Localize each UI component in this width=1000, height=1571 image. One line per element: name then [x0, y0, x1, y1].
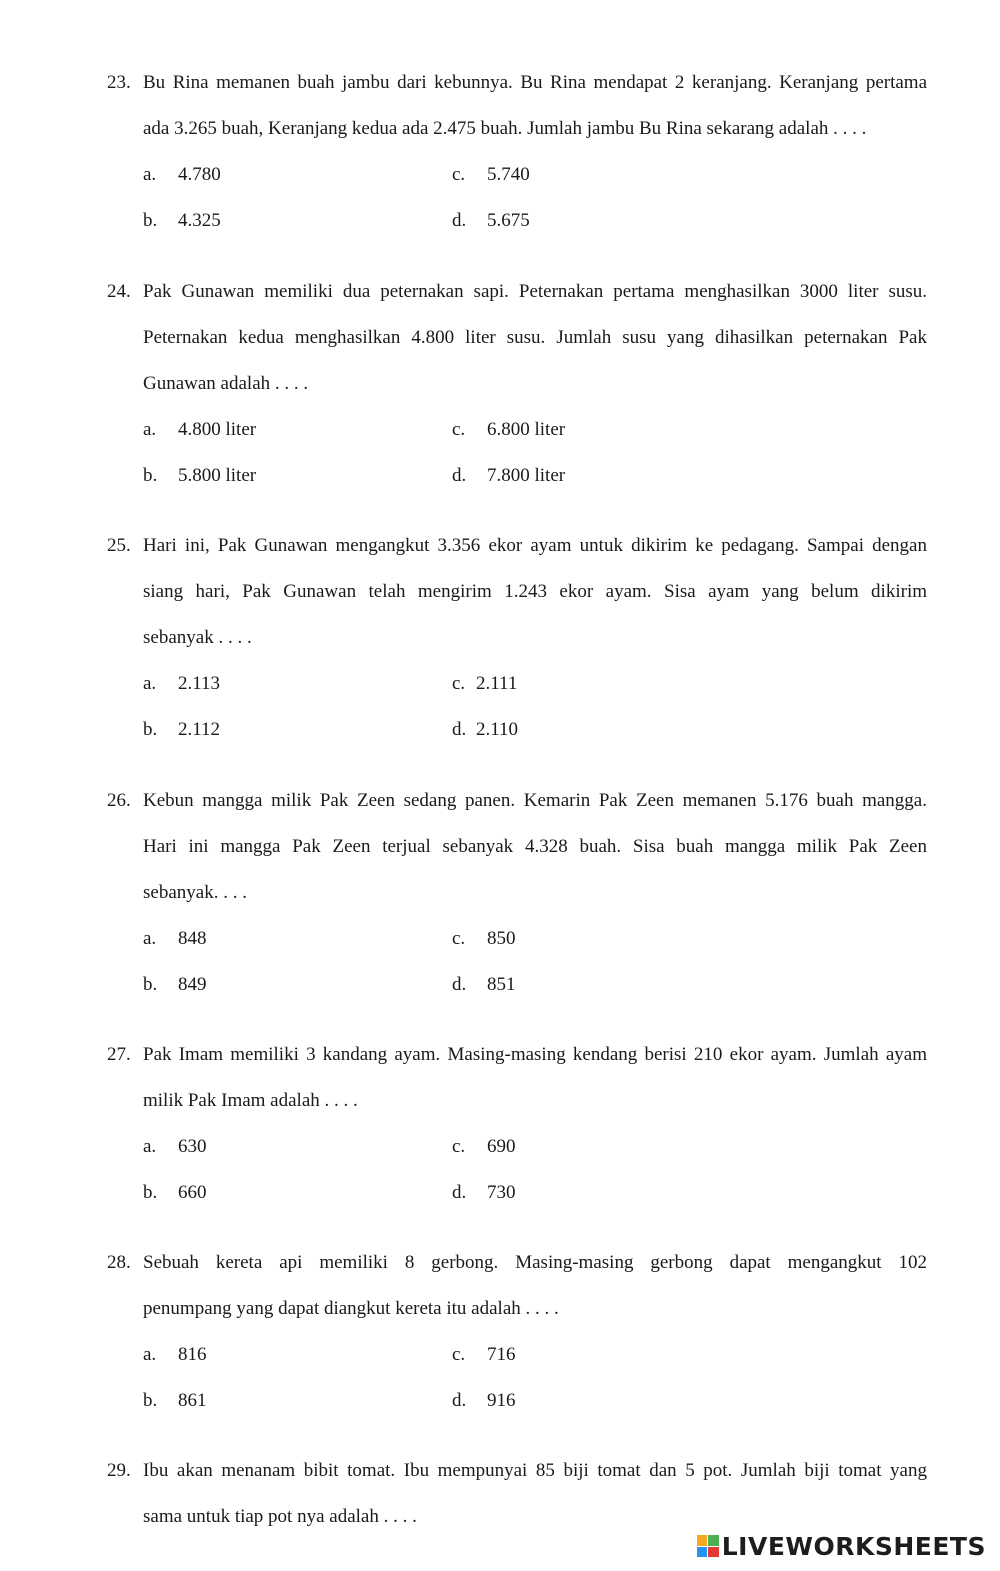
option-b[interactable]: b. 861	[143, 1390, 207, 1411]
option-c[interactable]: c. 850	[452, 928, 516, 949]
option-b[interactable]: b. 4.325	[143, 210, 221, 231]
option-c[interactable]: c. 5.740	[452, 164, 530, 185]
question-number: 29.	[107, 1460, 131, 1481]
option-d[interactable]: d. 7.800 liter	[452, 465, 566, 486]
question-text-line: Ibu akan menanam bibit tomat. Ibu mempunyai 85 biji tomat dan 5 pot. Jumlah biji tomat yang	[143, 1460, 927, 1481]
question-text-line: Gunawan adalah . . . .	[143, 373, 309, 394]
question-text-line: milik Pak Imam adalah . . . .	[143, 1090, 358, 1111]
option-c[interactable]: c. 690	[452, 1136, 516, 1157]
question-number: 24.	[107, 281, 131, 302]
option-b[interactable]: b. 5.800 liter	[143, 465, 257, 486]
question-text-line: Sebuah kereta api memiliki 8 gerbong. Masing-masing gerbong dapat mengangkut 102	[143, 1252, 927, 1273]
question-text-line: penumpang yang dapat diangkut kereta itu adalah . . . .	[143, 1298, 559, 1319]
question-number: 28.	[107, 1252, 131, 1273]
option-b[interactable]: b. 849	[143, 974, 207, 995]
question-text-line: sama untuk tiap pot nya adalah . . . .	[143, 1506, 417, 1527]
question-text-line: siang hari, Pak Gunawan telah mengirim 1.243 ekor ayam. Sisa ayam yang belum dikirim	[143, 581, 927, 602]
question-text-line: sebanyak . . . .	[143, 627, 252, 648]
logo-square	[708, 1535, 719, 1546]
option-a[interactable]: a. 4.800 liter	[143, 419, 257, 440]
question-text-line: Hari ini mangga Pak Zeen terjual sebanyak 4.328 buah. Sisa buah mangga milik Pak Zeen	[143, 836, 927, 857]
option-a[interactable]: a. 2.113	[143, 673, 221, 694]
option-d[interactable]: d. 916	[452, 1390, 516, 1411]
question-number: 23.	[107, 72, 131, 93]
question-number: 26.	[107, 790, 131, 811]
question-text-line: Kebun mangga milik Pak Zeen sedang panen. Kemarin Pak Zeen memanen 5.176 buah mangga.	[143, 790, 927, 811]
option-d[interactable]: d. 851	[452, 974, 516, 995]
option-d[interactable]: d. 2.110	[452, 719, 519, 740]
option-a[interactable]: a. 816	[143, 1344, 207, 1365]
question-text-line: Peternakan kedua menghasilkan 4.800 liter susu. Jumlah susu yang dihasilkan peternakan Pak	[143, 327, 927, 348]
option-a[interactable]: a. 630	[143, 1136, 207, 1157]
question-text-line: Pak Gunawan memiliki dua peternakan sapi. Peternakan pertama menghasilkan 3000 liter susu.	[143, 281, 927, 302]
option-a[interactable]: a. 4.780	[143, 164, 221, 185]
question-number: 27.	[107, 1044, 131, 1065]
option-c[interactable]: c. 6.800 liter	[452, 419, 566, 440]
question-text-line: Hari ini, Pak Gunawan mengangkut 3.356 ekor ayam untuk dikirim ke pedagang. Sampai dengan	[143, 535, 927, 556]
question-text-line: Pak Imam memiliki 3 kandang ayam. Masing-masing kendang berisi 210 ekor ayam. Jumlah ayam	[143, 1044, 927, 1065]
option-d[interactable]: d. 730	[452, 1182, 516, 1203]
question-number: 25.	[107, 535, 131, 556]
liveworksheets-logo-icon	[697, 1535, 719, 1557]
logo-square	[697, 1535, 708, 1546]
question-text-line: Bu Rina memanen buah jambu dari kebunnya. Bu Rina mendapat 2 keranjang. Keranjang pertama	[143, 72, 927, 93]
question-text-line: sebanyak. . . .	[143, 882, 247, 903]
option-b[interactable]: b. 660	[143, 1182, 207, 1203]
option-b[interactable]: b. 2.112	[143, 719, 221, 740]
question-text-line: ada 3.265 buah, Keranjang kedua ada 2.475 buah. Jumlah jambu Bu Rina sekarang adalah . . . .	[143, 118, 867, 139]
option-d[interactable]: d. 5.675	[452, 210, 530, 231]
liveworksheets-logo	[697, 1531, 986, 1561]
logo-square	[697, 1547, 708, 1558]
option-a[interactable]: a. 848	[143, 928, 207, 949]
logo-text: LIVEWORKSHEETS	[721, 1531, 986, 1561]
option-c[interactable]: c. 2.111	[452, 673, 518, 694]
logo-square	[708, 1547, 719, 1558]
option-c[interactable]: c. 716	[452, 1344, 516, 1365]
